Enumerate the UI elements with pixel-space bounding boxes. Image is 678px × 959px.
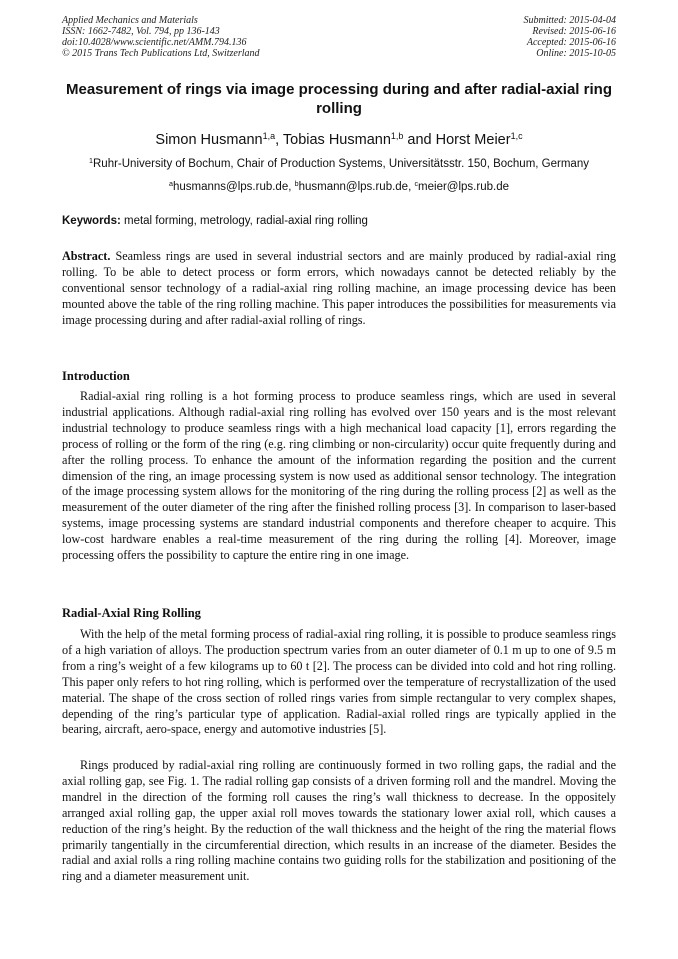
journal-name: Applied Mechanics and Materials [62, 15, 198, 26]
date-revised: Revised: 2015-06-16 [532, 26, 616, 37]
date-accepted: Accepted: 2015-06-16 [526, 37, 616, 48]
email-separator: , [408, 181, 415, 193]
abstract [62, 249, 616, 329]
abstract-text: Seamless rings are used in several industrial sectors and are mainly produced by radial-axial ring rolling. To be able to detect process or form errors, which nowadays cannot be detected reliably by the conventional sensor technology of a radial-axial ring rolling machine, an image processing device has been mounted above the table of the ring rolling machine. This paper introduces the possibilities for measurements via image processing during and after radial-axial rolling of rings. [62, 249, 616, 327]
section-heading-radial-axial: Radial-Axial Ring Rolling [62, 606, 201, 620]
email-separator: , [288, 181, 295, 193]
author-marker: 1,a [262, 131, 276, 142]
email-marker: b [294, 180, 299, 189]
email-address[interactable]: meier@lps.rub.de [418, 181, 509, 193]
author-name: Tobias Husmann [282, 132, 391, 148]
author-separator: , [275, 132, 283, 148]
email-marker: c [414, 180, 419, 189]
author-list [62, 131, 616, 149]
journal-info [62, 15, 260, 59]
email-address[interactable]: husmanns@lps.rub.de [172, 181, 289, 193]
author-marker: 1,b [390, 131, 404, 142]
email-address[interactable]: husmann@lps.rub.de [298, 181, 409, 193]
journal-copyright: © 2015 Trans Tech Publications Ltd, Switzerland [62, 48, 260, 59]
submission-dates [524, 15, 617, 59]
affiliation [62, 157, 616, 171]
email-list [62, 180, 616, 194]
email-marker: a [169, 180, 173, 189]
date-online: Online: 2015-10-05 [536, 48, 616, 59]
keywords [62, 214, 616, 228]
author-name: Simon Husmann [155, 132, 263, 148]
affiliation-text: Ruhr-University of Bochum, Chair of Production Systems, Universitätsstr. 150, Bochum, Germany [93, 158, 589, 170]
radial-axial-paragraph-1: With the help of the metal forming process of radial-axial ring rolling, it is possible to produce seamless rings of a high variation of alloys. The production spectrum varies from an outer diameter of 0.1 m up to one of 9.5 m from a ring’s weight of a few kilograms up to 60 t [2]. The process can be divided into cold and hot ring rolling. This paper only refers to hot ring rolling, which is performed over the temperature of recrystallization of the used material. The shape of the cross section of rolled rings varies from simple rectangular to very complex shapes, depending of the ring’s particular type of application. Radial-axial rolled rings are typically applied in the bearing, aircraft, aero-space, energy and automotive industries [5]. [62, 627, 616, 737]
introduction-paragraph: Radial-axial ring rolling is a hot forming process to produce seamless rings, which are used in several industrial applications. Although radial-axial ring rolling has evolved over 150 years and is the most relevant industrial technology to produce seamless rings with a high mechanical load capacity [1], errors regarding the process of rolling or the form of the ring (e.g. ring climbing or non-circularity) occur quite frequently during and after the rolling process. To enhance the amount of the information regarding the position and the current dimension of the ring, an image processing system is now used as additional sensor technology. The integration of the image processing system allows for the monitoring of the ring during the rolling process [2] as well as the measurement of the outer diameter of the ring after the finished rolling process [3]. In comparison to laser-based systems, image processing systems are standard industrial components and therefore cheaper to acquire. This low-cost hardware enables a real-time measurement of the ring during the rolling [4]. Moreover, image processing offers the possibility to capture the entire ring in one image. [62, 389, 616, 563]
paper-title: Measurement of rings via image processing during and after radial-axial ring rolling [66, 81, 612, 117]
radial-axial-paragraph-2: Rings produced by radial-axial ring rolling are continuously formed in two rolling gaps, the radial and the axial rolling gap, see Fig. 1. The radial rolling gap consists of a driven forming roll and the mandrel. Moving the mandrel in the direction of the forming roll causes the ring’s wall thickness to decrease. In the oppositely arranged axial rolling gap, the upper axial roll moves towards the stationary lower axial roll, which causes a reduction of the ring’s height. By the reduction of the wall thickness and the height of the ring the material flows primarily tangentially in the circumferential direction, which results in an increase of the diameter. Besides the radial and axial rolls a ring rolling machine contains two guiding rolls for the stabilization and positioning of the ring and a diameter measurement unit. [62, 758, 616, 884]
section-heading-introduction: Introduction [62, 369, 130, 383]
author-separator: and [403, 132, 436, 148]
journal-doi: doi:10.4028/www.scientific.net/AMM.794.136 [62, 37, 247, 48]
author-name: Horst Meier [435, 132, 511, 148]
affiliation-marker: 1 [89, 157, 93, 166]
date-submitted: Submitted: 2015-04-04 [523, 15, 616, 26]
keywords-label: Keywords: [62, 215, 121, 227]
abstract-label: Abstract. [62, 249, 111, 263]
journal-issn: ISSN: 1662-7482, Vol. 794, pp 136-143 [62, 26, 220, 37]
keywords-text: metal forming, metrology, radial-axial ring rolling [120, 215, 368, 227]
author-marker: 1,c [510, 131, 523, 142]
